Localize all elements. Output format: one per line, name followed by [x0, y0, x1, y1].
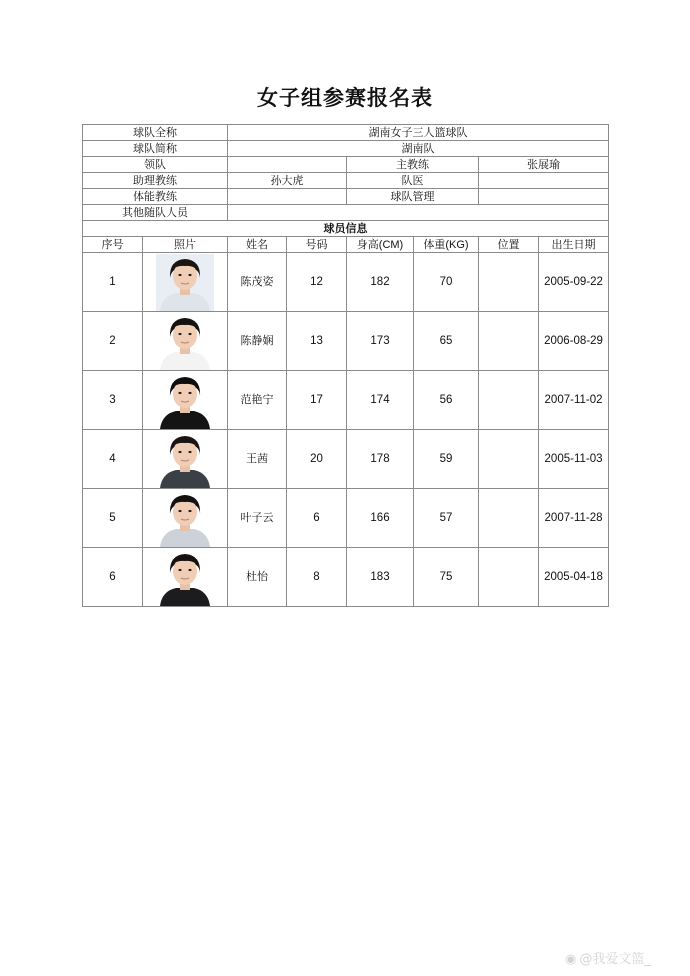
player-position [479, 371, 539, 430]
team-short-name-label: 球队简称 [83, 141, 228, 157]
other-staff-value [228, 205, 609, 221]
registration-table [82, 124, 609, 607]
player-birth-date: 2007-11-28 [539, 489, 609, 548]
assistant-coach-value: 孙大虎 [228, 173, 347, 189]
column-header: 姓名 [228, 237, 287, 253]
head-coach-label: 主教练 [347, 157, 479, 173]
player-info-heading: 球员信息 [83, 221, 609, 237]
team-short-name-value: 湖南队 [228, 141, 609, 157]
player-portrait-image [156, 313, 214, 370]
player-photo [143, 253, 228, 312]
player-number: 8 [287, 548, 347, 607]
column-header: 体重(KG) [414, 237, 479, 253]
player-position [479, 430, 539, 489]
other-staff-label: 其他随队人员 [83, 205, 228, 221]
page-title: 女子组参赛报名表 [257, 86, 433, 110]
player-photo [143, 548, 228, 607]
player-photo [143, 371, 228, 430]
player-weight: 57 [414, 489, 479, 548]
player-name: 叶子云 [228, 489, 287, 548]
player-birth-date: 2005-11-03 [539, 430, 609, 489]
team-full-name-label: 球队全称 [83, 125, 228, 141]
player-birth-date: 2005-09-22 [539, 253, 609, 312]
player-name: 杜怡 [228, 548, 287, 607]
player-weight: 65 [414, 312, 479, 371]
team-doctor-label: 队医 [347, 173, 479, 189]
team-full-name-value: 湖南女子三人篮球队 [228, 125, 609, 141]
player-height: 183 [347, 548, 414, 607]
player-height: 182 [347, 253, 414, 312]
assistant-row [83, 173, 609, 189]
fitness-coach-value [228, 189, 347, 205]
player-row [83, 253, 609, 312]
column-header: 出生日期 [539, 237, 609, 253]
player-position [479, 548, 539, 607]
player-portrait-image [156, 549, 214, 606]
column-header: 位置 [479, 237, 539, 253]
column-header: 照片 [143, 237, 228, 253]
player-no: 3 [83, 371, 143, 430]
player-weight: 56 [414, 371, 479, 430]
column-header: 号码 [287, 237, 347, 253]
player-row [83, 489, 609, 548]
player-name: 陈茂姿 [228, 253, 287, 312]
player-portrait-image [156, 254, 214, 311]
player-portrait-image [156, 490, 214, 547]
player-no: 6 [83, 548, 143, 607]
player-row [83, 312, 609, 371]
team-full-name-row [83, 125, 609, 141]
leader-value [228, 157, 347, 173]
player-height: 174 [347, 371, 414, 430]
fitness-coach-label: 体能教练 [83, 189, 228, 205]
player-photo [143, 312, 228, 371]
player-portrait-image [156, 372, 214, 429]
weibo-logo-icon: ◉ [565, 952, 577, 967]
assistant-coach-label: 助理教练 [83, 173, 228, 189]
player-no: 1 [83, 253, 143, 312]
column-header-row [83, 237, 609, 253]
player-row [83, 371, 609, 430]
player-rows [83, 253, 609, 607]
player-weight: 75 [414, 548, 479, 607]
player-name: 王茜 [228, 430, 287, 489]
player-number: 17 [287, 371, 347, 430]
player-no: 5 [83, 489, 143, 548]
player-height: 173 [347, 312, 414, 371]
player-height: 166 [347, 489, 414, 548]
player-number: 13 [287, 312, 347, 371]
section-row [83, 221, 609, 237]
player-position [479, 312, 539, 371]
team-doctor-value [479, 173, 609, 189]
watermark-text: @我爱文篮_ [579, 952, 651, 967]
player-birth-date: 2006-08-29 [539, 312, 609, 371]
player-name: 陈静娴 [228, 312, 287, 371]
player-name: 范艳宁 [228, 371, 287, 430]
column-header: 身高(CM) [347, 237, 414, 253]
player-portrait-image [156, 431, 214, 488]
player-number: 12 [287, 253, 347, 312]
column-header: 序号 [83, 237, 143, 253]
player-position [479, 253, 539, 312]
player-photo [143, 489, 228, 548]
team-manager-label: 球队管理 [347, 189, 479, 205]
leader-label: 领队 [83, 157, 228, 173]
player-photo [143, 430, 228, 489]
head-coach-value: 张展瑜 [479, 157, 609, 173]
team-short-name-row [83, 141, 609, 157]
player-birth-date: 2007-11-02 [539, 371, 609, 430]
team-manager-value [479, 189, 609, 205]
player-number: 20 [287, 430, 347, 489]
player-number: 6 [287, 489, 347, 548]
leader-row [83, 157, 609, 173]
player-height: 178 [347, 430, 414, 489]
player-position [479, 489, 539, 548]
others-row [83, 205, 609, 221]
player-row [83, 548, 609, 607]
fitness-row [83, 189, 609, 205]
player-weight: 70 [414, 253, 479, 312]
player-weight: 59 [414, 430, 479, 489]
player-birth-date: 2005-04-18 [539, 548, 609, 607]
player-no: 2 [83, 312, 143, 371]
player-no: 4 [83, 430, 143, 489]
player-row [83, 430, 609, 489]
watermark [565, 948, 651, 967]
